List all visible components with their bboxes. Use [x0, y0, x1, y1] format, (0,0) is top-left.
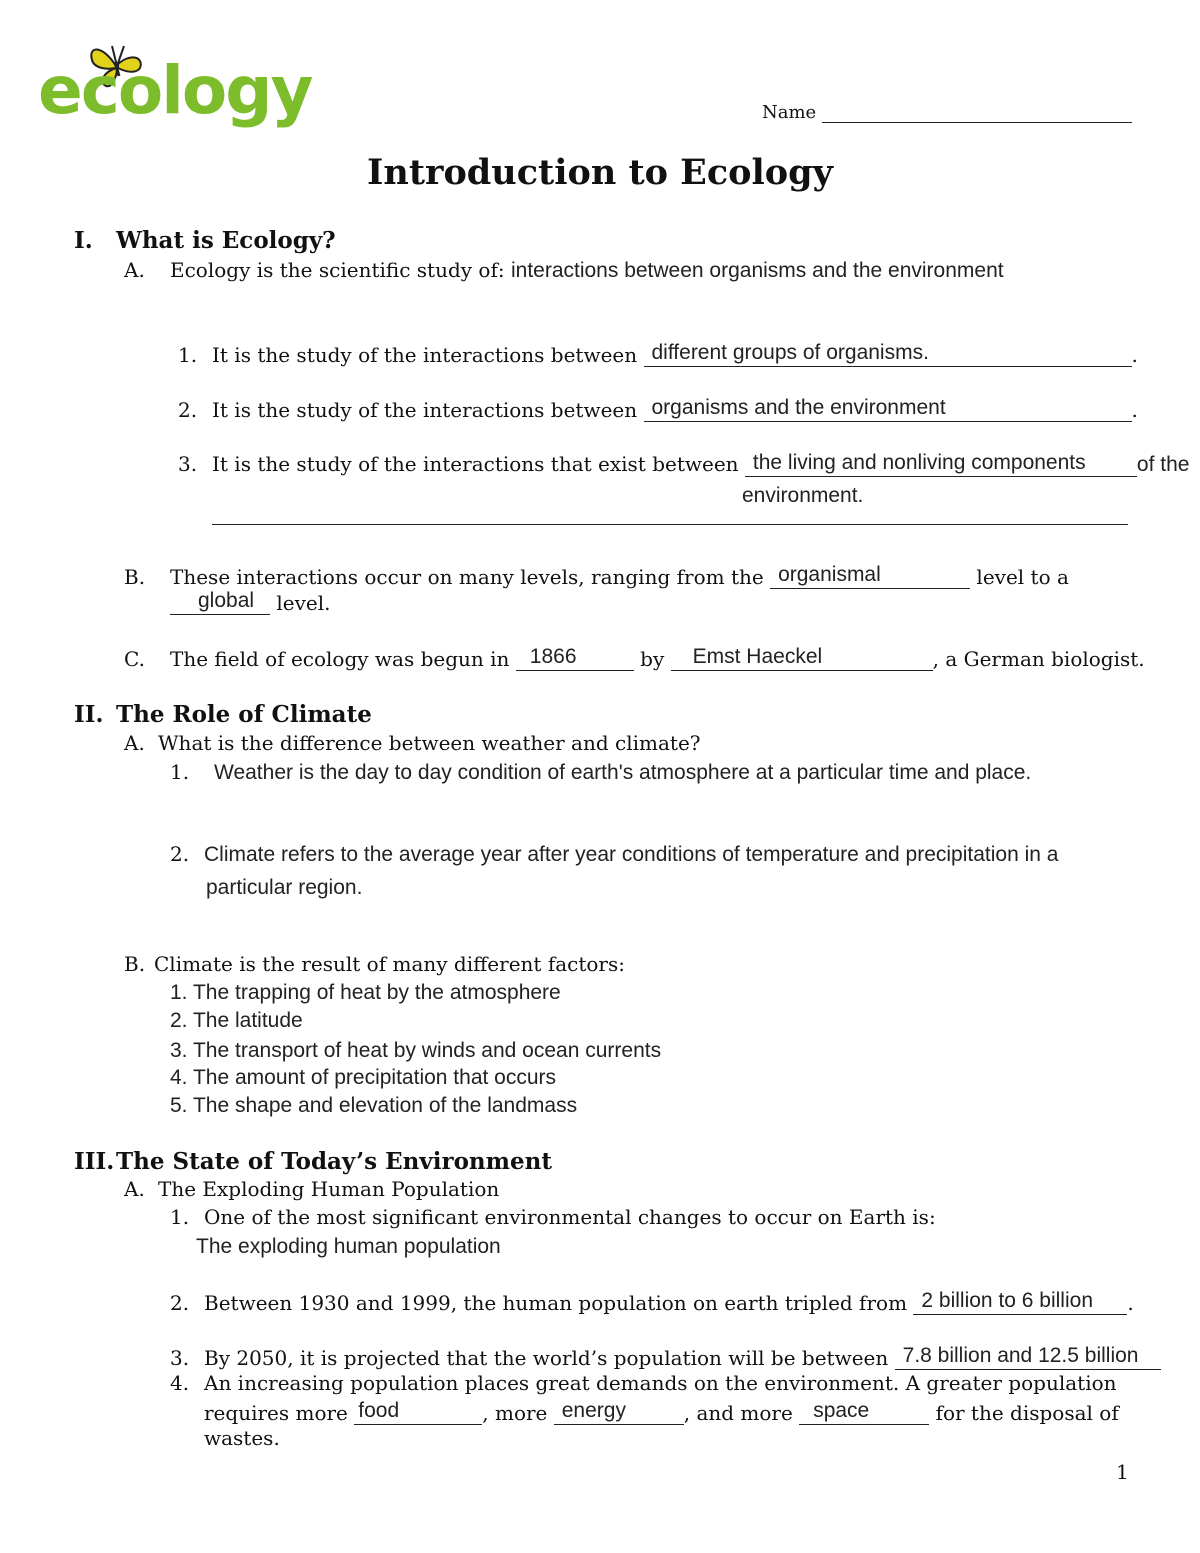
name-blank[interactable]: [822, 102, 1132, 123]
blank-1-3[interactable]: the living and nonliving components: [745, 450, 1137, 477]
section-3-item-4: 4. An increasing population places great demands on the environment. A greater population: [170, 1371, 1117, 1395]
section-2-item-2-continued: particular region.: [206, 876, 363, 899]
factor-3: 3. The transport of heat by winds and ocean currents: [170, 1039, 662, 1062]
blank-1-c-2[interactable]: Emst Haeckel: [671, 644, 933, 671]
blank-1-b-2[interactable]: global: [170, 588, 270, 615]
page-number: 1: [1116, 1460, 1129, 1484]
section-2-b: B. Climate is the result of many different factors:: [124, 952, 625, 976]
blank-3-3[interactable]: 7.8 billion and 12.5 billion: [895, 1343, 1161, 1370]
section-3-item-2: 2. Between 1930 and 1999, the human population on earth tripled from 2 billion to 6 billion .: [170, 1289, 1134, 1315]
section-2-item-2: 2. Climate refers to the average year after year conditions of temperature and precipitation in a: [170, 842, 1059, 866]
section-2-heading: II. The Role of Climate: [74, 701, 372, 728]
section-3-item-1: 1. One of the most significant environmental changes to occur on Earth is:: [170, 1205, 936, 1229]
section-1-b: B. These interactions occur on many levels, ranging from the organismal level to a: [124, 563, 1069, 589]
factor-1: 1. The trapping of heat by the atmosphere: [170, 981, 561, 1004]
blank-food[interactable]: food: [354, 1398, 482, 1425]
section-3-item-3: 3. By 2050, it is projected that the world’s population will be between 7.8 billion and 12.5 billion: [170, 1343, 1161, 1370]
name-label: Name: [762, 102, 817, 123]
section-1-item-1: 1. It is the study of the interactions between different groups of organisms. .: [178, 341, 1138, 367]
section-3-item-4-line3: wastes.: [204, 1426, 280, 1450]
section-1-a: A. Ecology is the scientific study of: interactions between organisms and the environment: [124, 258, 1004, 282]
section-1-heading: I. What is Ecology?: [74, 227, 336, 254]
factor-5: 5. The shape and elevation of the landmass: [170, 1094, 578, 1117]
answer-3-1: The exploding human population: [196, 1235, 501, 1258]
blank-space[interactable]: space: [799, 1398, 929, 1425]
blank-1-1[interactable]: different groups of organisms.: [644, 340, 1132, 367]
section-3-heading: III.The State of Today’s Environment: [74, 1148, 552, 1175]
section-3-item-4-line2: requires more food , more energy , and more space for the disposal of: [204, 1399, 1119, 1425]
section-1-item-2: 2. It is the study of the interactions between organisms and the environment .: [178, 396, 1138, 422]
section-1-c: C. The field of ecology was begun in 1866 by Emst Haeckel , a German biologist.: [124, 645, 1145, 671]
factor-2: 2. The latitude: [170, 1009, 303, 1032]
section-1-b-line2: global level.: [170, 588, 330, 615]
section-3-a: A. The Exploding Human Population: [124, 1177, 500, 1201]
blank-energy[interactable]: energy: [554, 1398, 684, 1425]
ecology-logo: [38, 30, 398, 130]
name-field[interactable]: [762, 102, 1132, 123]
blank-1-c-1[interactable]: 1866: [516, 644, 634, 671]
answer-1a: interactions between organisms and the environment: [510, 259, 1004, 282]
blank-1-2[interactable]: organisms and the environment: [644, 395, 1132, 422]
factor-4: 4. The amount of precipitation that occurs: [170, 1066, 557, 1089]
answer-1-3-continued: environment.: [742, 484, 864, 507]
section-1-item-3: 3. It is the study of the interactions that exist between the living and nonliving components of the: [178, 451, 1190, 476]
page-title: Introduction to Ecology: [367, 152, 833, 193]
section-2-a: A. What is the difference between weather and climate?: [124, 731, 701, 755]
blank-1-b-1[interactable]: organismal: [770, 562, 970, 589]
section-2-item-1: 1. Weather is the day to day condition of earth's atmosphere at a particular time and place.: [170, 760, 1032, 784]
blank-1-3-line2[interactable]: [212, 524, 1128, 525]
logo-wordmark: ecology: [38, 52, 312, 129]
blank-3-2[interactable]: 2 billion to 6 billion: [913, 1288, 1127, 1315]
